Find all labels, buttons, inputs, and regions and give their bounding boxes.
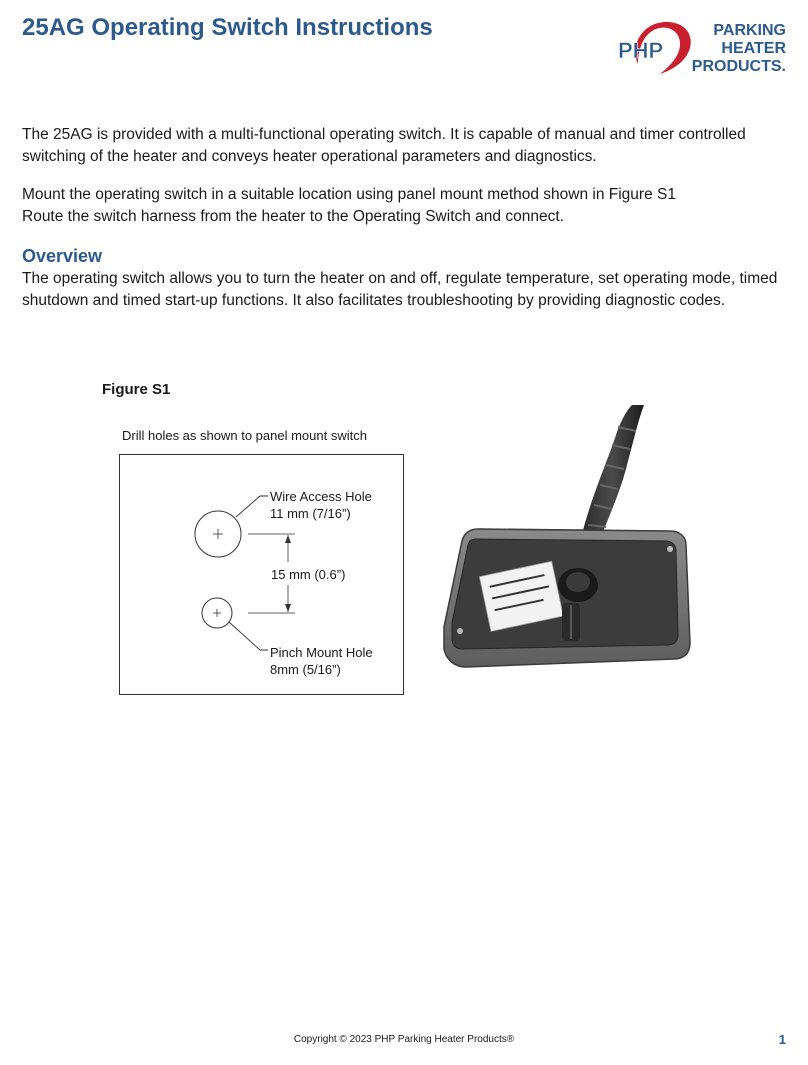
wire-hole-label-size: 11 mm (7/16”)	[270, 506, 351, 521]
housing-foot-left	[457, 628, 463, 634]
dimension-arrow-down-icon	[285, 604, 291, 612]
overview-heading: Overview	[22, 246, 103, 266]
wire-hole-label-name: Wire Access Hole	[270, 489, 372, 504]
pinch-hole-label	[270, 644, 373, 678]
intro-paragraph-2	[22, 184, 792, 228]
drill-template-diagram	[119, 454, 404, 695]
php-logo	[616, 18, 786, 80]
dimension-arrow-up-icon	[285, 535, 291, 543]
overview-paragraph: The operating switch allows you to turn the heater on and off, regulate temperature, set operating mode, timed shutdown and timed start-up functions. It also facilitates troubleshooting by providing diagnostic codes.	[22, 270, 778, 309]
logo-line-products: PRODUCTS.	[691, 58, 786, 75]
cable-sheath	[580, 405, 644, 545]
pinch-hole-leader	[229, 622, 268, 650]
wire-hole-label	[270, 488, 372, 522]
wire-hole-leader	[236, 496, 268, 517]
copyright-footer: Copyright © 2023 PHP Parking Heater Products®	[293, 1034, 515, 1045]
logo-line-parking: PARKING	[713, 22, 786, 39]
pinch-hole-label-size: 8mm (5/16”)	[270, 662, 341, 677]
logo-line-heater: HEATER	[721, 40, 786, 57]
pinch-hole-label-name: Pinch Mount Hole	[270, 645, 373, 660]
intro-route-instruction: Route the switch harness from the heater to the Operating Switch and connect.	[22, 208, 564, 225]
figure-title: Figure S1	[102, 381, 171, 398]
php-logo-mark-icon	[616, 18, 698, 80]
operating-switch-photo	[438, 405, 700, 691]
page-title: 25AG Operating Switch Instructions	[22, 14, 433, 41]
php-logo-wordmark	[692, 22, 786, 76]
grommet-ring	[566, 572, 590, 592]
php-logo-mark-text: PHP	[618, 38, 664, 63]
intro-paragraph-1: The 25AG is provided with a multi-functional operating switch. It is capable of manual and timer controlled switching of the heater and conveys heater operational parameters and diagnostics.	[22, 126, 746, 165]
figure-caption: Drill holes as shown to panel mount switch	[122, 428, 367, 443]
hole-spacing-label: 15 mm (0.6”)	[271, 567, 346, 582]
intro-mount-instruction: Mount the operating switch in a suitable location using panel mount method shown in Figure S1	[22, 186, 676, 203]
housing-foot-right	[667, 546, 673, 552]
page-number: 1	[778, 1032, 786, 1047]
